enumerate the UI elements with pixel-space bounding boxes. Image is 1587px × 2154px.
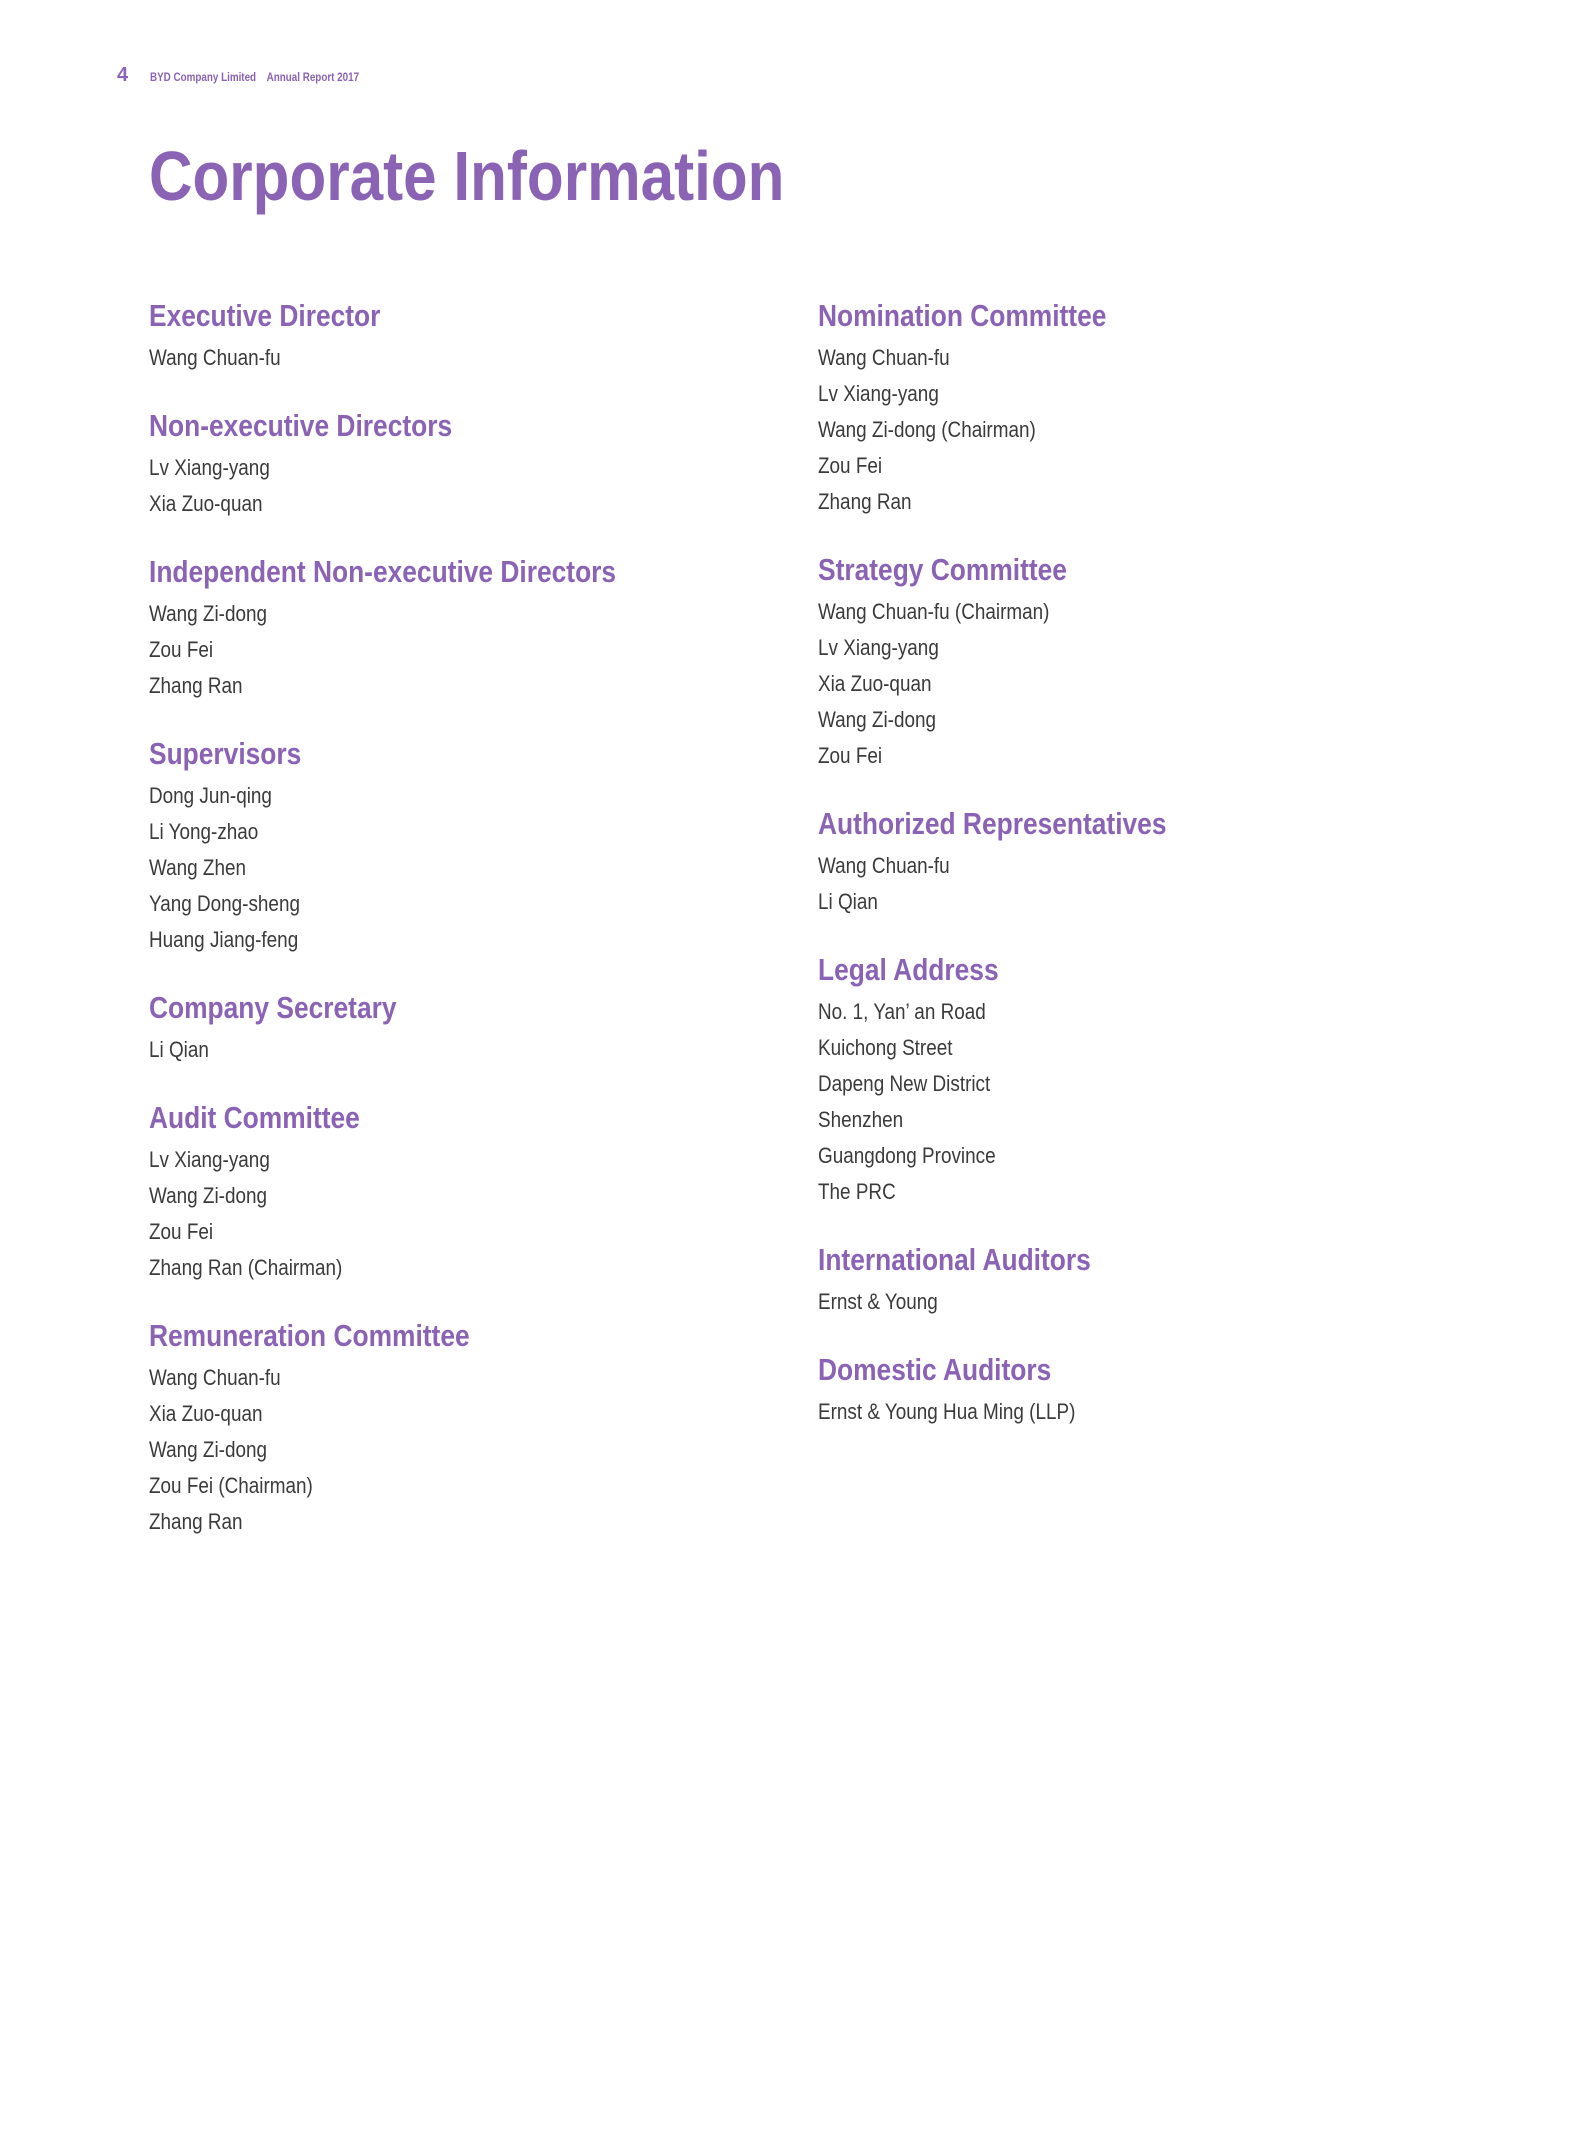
section-heading: Authorized Representatives xyxy=(818,806,1167,841)
section-independent-non-executive-directors xyxy=(149,550,789,704)
left-column xyxy=(149,294,789,1568)
header-company-name: BYD Company Limited xyxy=(150,70,257,84)
list-item: Dong Jun-qing xyxy=(149,783,272,808)
entry-list xyxy=(149,1360,789,1540)
list-item: Huang Jiang-feng xyxy=(149,927,299,952)
list-item: Xia Zuo-quan xyxy=(818,671,932,696)
entry-list xyxy=(818,340,1458,520)
list-item: Kuichong Street xyxy=(818,1035,953,1060)
section-heading: Remuneration Committee xyxy=(149,1318,470,1353)
list-item: The PRC xyxy=(818,1179,896,1204)
right-column xyxy=(818,294,1458,1458)
list-item: Wang Zi-dong xyxy=(149,601,268,626)
section-supervisors xyxy=(149,732,789,958)
entry-list xyxy=(149,1142,789,1286)
section-heading: Strategy Committee xyxy=(818,552,1067,587)
list-item: Ernst & Young Hua Ming (LLP) xyxy=(818,1399,1076,1424)
section-heading: Supervisors xyxy=(149,736,302,771)
list-item: Lv Xiang-yang xyxy=(149,1147,270,1172)
list-item: Zhang Ran xyxy=(149,1509,243,1534)
section-company-secretary xyxy=(149,986,789,1068)
list-item: No. 1, Yan’ an Road xyxy=(818,999,986,1024)
list-item: Yang Dong-sheng xyxy=(149,891,300,916)
section-non-executive-directors xyxy=(149,404,789,522)
list-item: Wang Chuan-fu xyxy=(818,853,950,878)
header-report-title: Annual Report 2017 xyxy=(266,70,360,84)
list-item: Wang Chuan-fu xyxy=(149,345,281,370)
list-item: Guangdong Province xyxy=(818,1143,996,1168)
section-executive-director xyxy=(149,294,789,376)
entry-list xyxy=(818,594,1458,774)
list-item: Dapeng New District xyxy=(818,1071,991,1096)
section-heading: Independent Non-executive Directors xyxy=(149,554,617,589)
running-header xyxy=(117,64,405,87)
header-text xyxy=(150,70,359,84)
list-item: Wang Zi-dong xyxy=(818,707,937,732)
list-item: Shenzhen xyxy=(818,1107,904,1132)
section-heading: Audit Committee xyxy=(149,1100,360,1135)
list-item: Lv Xiang-yang xyxy=(818,381,939,406)
section-heading: Executive Director xyxy=(149,298,381,333)
section-heading: Legal Address xyxy=(818,952,999,987)
list-item: Wang Chuan-fu (Chairman) xyxy=(818,599,1050,624)
section-legal-address xyxy=(818,948,1458,1210)
section-domestic-auditors xyxy=(818,1348,1458,1430)
list-item: Zou Fei xyxy=(818,453,883,478)
entry-list xyxy=(818,1284,1458,1320)
section-heading: International Auditors xyxy=(818,1242,1091,1277)
page-title: Corporate Information xyxy=(149,137,785,215)
list-item: Lv Xiang-yang xyxy=(818,635,939,660)
list-item: Wang Chuan-fu xyxy=(149,1365,281,1390)
list-item: Lv Xiang-yang xyxy=(149,455,270,480)
entry-list xyxy=(149,450,789,522)
section-heading: Non-executive Directors xyxy=(149,408,453,443)
list-item: Wang Zi-dong xyxy=(149,1183,268,1208)
list-item: Ernst & Young xyxy=(818,1289,938,1314)
section-remuneration-committee xyxy=(149,1314,789,1540)
list-item: Zou Fei xyxy=(818,743,883,768)
section-strategy-committee xyxy=(818,548,1458,774)
list-item: Wang Chuan-fu xyxy=(818,345,950,370)
list-item: Zhang Ran xyxy=(149,673,243,698)
section-nomination-committee xyxy=(818,294,1458,520)
entry-list xyxy=(818,1394,1458,1430)
list-item: Xia Zuo-quan xyxy=(149,1401,263,1426)
entry-list xyxy=(149,340,789,376)
list-item: Zou Fei xyxy=(149,1219,214,1244)
section-heading: Nomination Committee xyxy=(818,298,1107,333)
entry-list xyxy=(818,994,1458,1210)
list-item: Li Qian xyxy=(149,1037,209,1062)
section-heading: Company Secretary xyxy=(149,990,397,1025)
list-item: Zou Fei xyxy=(149,637,214,662)
list-item: Zhang Ran xyxy=(818,489,912,514)
page-number: 4 xyxy=(117,64,129,86)
list-item: Zou Fei (Chairman) xyxy=(149,1473,313,1498)
section-international-auditors xyxy=(818,1238,1458,1320)
entry-list xyxy=(818,848,1458,920)
list-item: Wang Zi-dong (Chairman) xyxy=(818,417,1036,442)
list-item: Xia Zuo-quan xyxy=(149,491,263,516)
section-heading: Domestic Auditors xyxy=(818,1352,1052,1387)
list-item: Li Yong-zhao xyxy=(149,819,259,844)
list-item: Wang Zi-dong xyxy=(149,1437,268,1462)
list-item: Wang Zhen xyxy=(149,855,247,880)
entry-list xyxy=(149,1032,789,1068)
entry-list xyxy=(149,596,789,704)
section-audit-committee xyxy=(149,1096,789,1286)
entry-list xyxy=(149,778,789,958)
list-item: Li Qian xyxy=(818,889,878,914)
section-authorized-representatives xyxy=(818,802,1458,920)
list-item: Zhang Ran (Chairman) xyxy=(149,1255,343,1280)
